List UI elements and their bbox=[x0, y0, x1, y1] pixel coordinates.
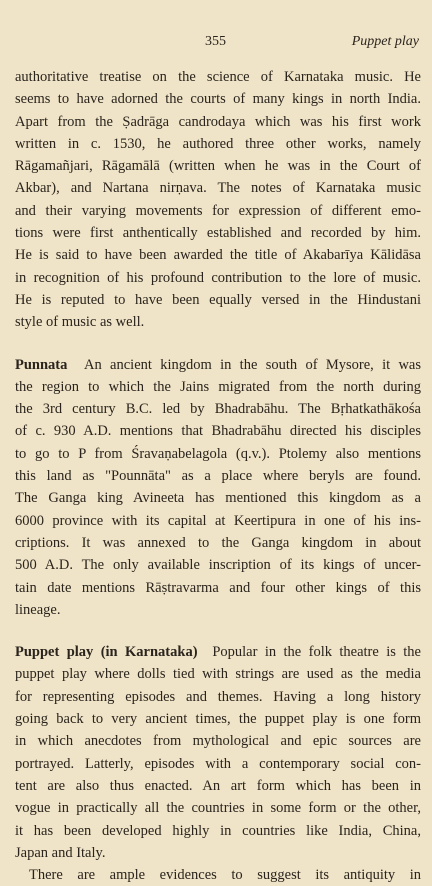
text-line: puppet play where dolls tied with strings are used as the media bbox=[15, 666, 421, 683]
text-line: style of music as well. bbox=[15, 314, 145, 331]
text-line: going back to very ancient times, the puppet play is one form bbox=[15, 711, 421, 728]
text-line: of c. 930 A.D. mentions that Bhadrabāhu directed his disciples bbox=[15, 423, 421, 440]
page-header bbox=[0, 34, 432, 54]
text-line: in recognition of his profound contribution to the lore of music. bbox=[15, 269, 421, 286]
text-line: The Ganga king Avineeta has mentioned this kingdom as a bbox=[15, 490, 421, 507]
text-line: tent are also thus enacted. An art form which has been in bbox=[15, 777, 421, 794]
body-text bbox=[15, 66, 421, 886]
text-line: the region to which the Jains migrated from the north during bbox=[15, 378, 421, 395]
text-line: 500 A.D. The only available inscription of its kings of uncer- bbox=[15, 557, 421, 574]
text-line: seems to have adorned the courts of many kings in north India. bbox=[15, 91, 421, 108]
text-line: Apart from the Ṣadrāga candrodaya which was his first work bbox=[15, 113, 421, 130]
entry-puppet-play bbox=[15, 641, 421, 886]
text-line: He is reputed to have been equally versed in the Hindustani bbox=[15, 291, 421, 308]
text-line: the 3rd century B.C. led by Bhadrabāhu. The Bṛhatkathākośa bbox=[15, 401, 421, 418]
text-line: this land as "Pounnāta" as a place where beryls are found. bbox=[15, 468, 421, 485]
text-line bbox=[15, 641, 421, 663]
text-line: tions were first anthentically established and recorded by him. bbox=[15, 225, 421, 242]
text-line: There are ample evidences to suggest its antiquity in bbox=[29, 867, 421, 884]
text-line: criptions. It was annexed to the Ganga kingdom in about bbox=[15, 534, 421, 551]
text-line: and their varying movements for expression of different emo- bbox=[15, 202, 421, 219]
text-line: tain date mentions Rāṣtravarma and four other kings of this bbox=[15, 579, 421, 596]
page-number: 355 bbox=[205, 34, 226, 49]
entry-first-line: Popular in the folk theatre is the bbox=[212, 644, 421, 661]
entry-term: Puppet play (in Karnataka) bbox=[15, 644, 198, 661]
text-line: written in c. 1530, he authored three other works, namely bbox=[15, 135, 421, 152]
text-line: Rāgamañjari, Rāgamālā (written when he was in the Court of bbox=[15, 158, 421, 175]
text-line: portrayed. Latterly, episodes with a contemporary social con- bbox=[15, 755, 421, 772]
text-line: to go to P from Śravaṇabelagola (q.v.). Ptolemy also mentions bbox=[15, 445, 421, 462]
text-line: for representing episodes and themes. Having a long history bbox=[15, 688, 421, 705]
entry-punnata bbox=[15, 354, 421, 622]
text-line: vogue in practically all the countries in some form or the other, bbox=[15, 800, 421, 817]
text-line bbox=[15, 354, 421, 376]
text-line: lineage. bbox=[15, 601, 61, 618]
text-line: Akbar), and Nartana nirṇava. The notes of Karnataka music bbox=[15, 180, 421, 197]
text-line: He is said to have been awarded the title of Akabarīya Kālidāsa bbox=[15, 247, 421, 264]
text-line: it has been developed highly in countries like India, China, bbox=[15, 822, 421, 839]
text-line: 6000 province with its capital at Keertipura in one of his ins- bbox=[15, 512, 421, 529]
running-head: Puppet play bbox=[351, 34, 419, 49]
entry-first-line: An ancient kingdom in the south of Mysore, it was bbox=[84, 356, 421, 373]
text-line: in which anecdotes from mythological and epic sources are bbox=[15, 733, 421, 750]
text-line: authoritative treatise on the science of Karnataka music. He bbox=[15, 69, 421, 85]
paragraph-continuation bbox=[15, 66, 421, 334]
entry-term: Punnata bbox=[15, 356, 68, 373]
text-line: Japan and Italy. bbox=[15, 844, 106, 861]
